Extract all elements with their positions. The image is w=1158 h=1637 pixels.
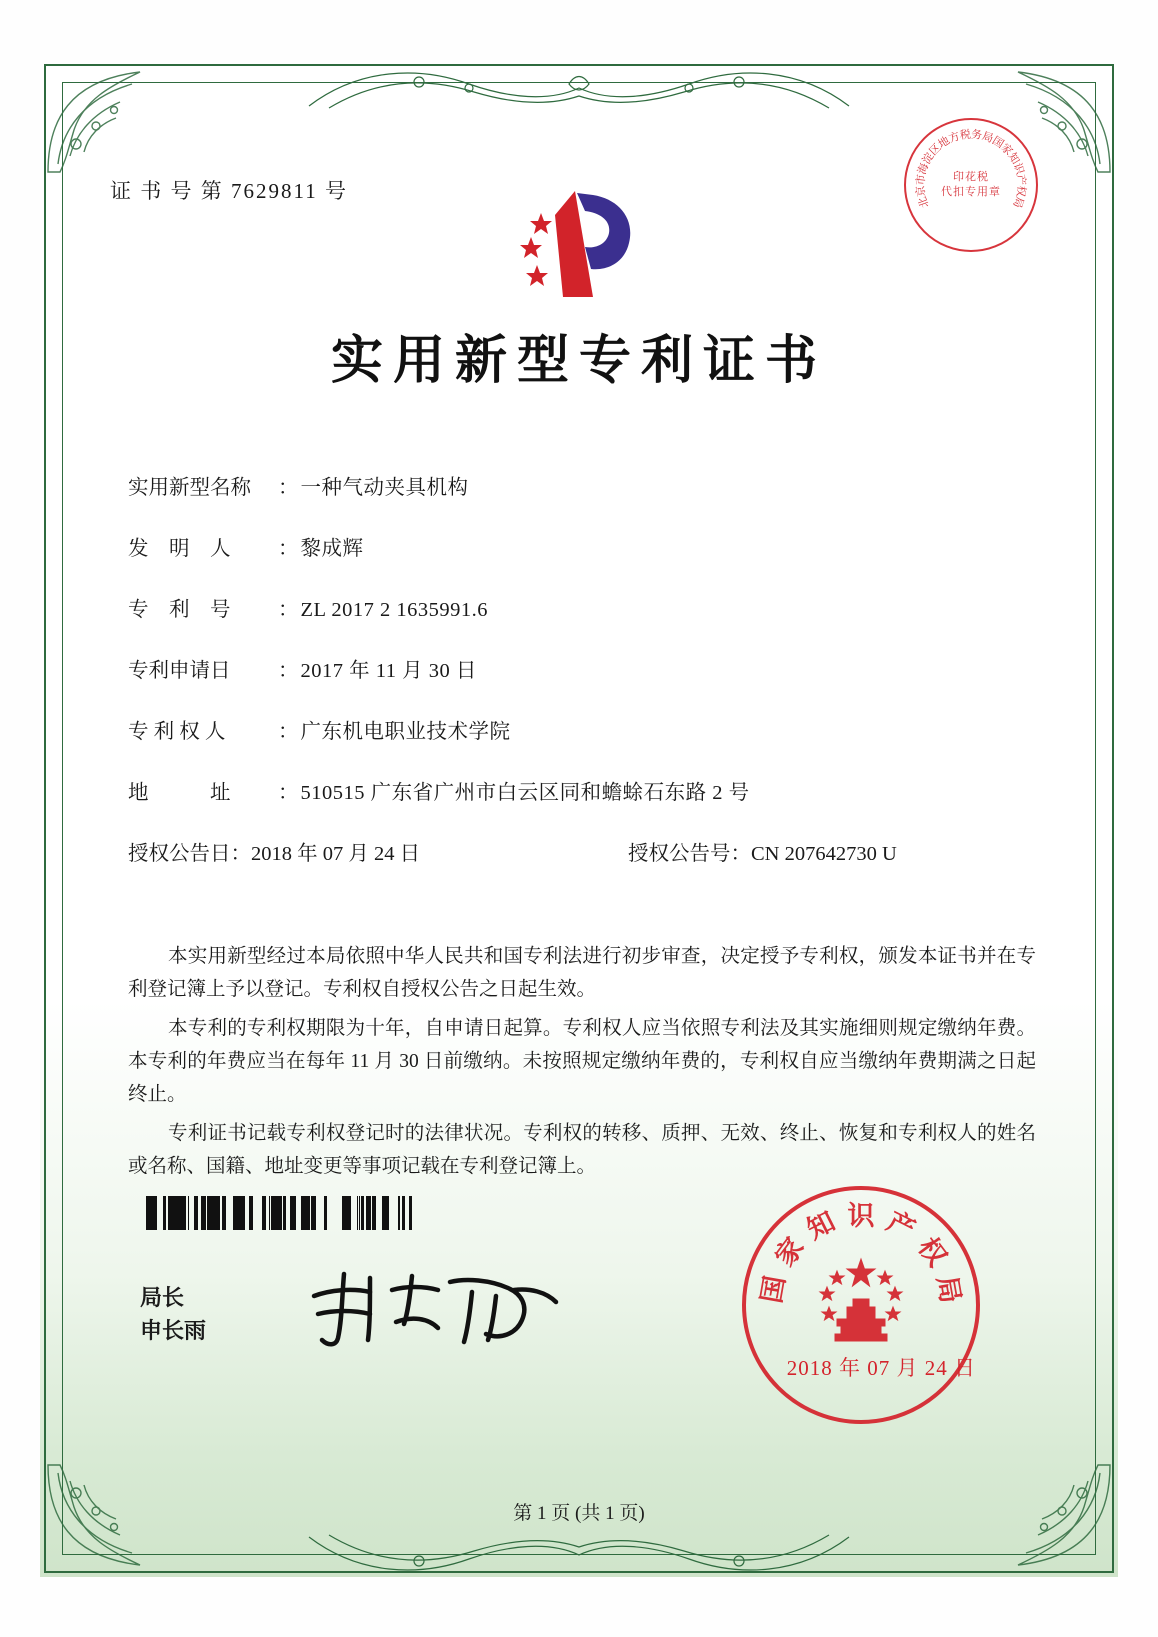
field-colon: ： xyxy=(278,599,299,621)
announcement-date-label: 授权公告日 xyxy=(128,843,231,865)
field-colon: ： xyxy=(278,660,299,682)
field-colon: ： xyxy=(278,477,299,499)
field-row xyxy=(128,653,1038,683)
page-footer: 第 1 页 (共 1 页) xyxy=(513,1503,645,1524)
field-colon: ： xyxy=(278,721,299,743)
announcement-date-colon: ： xyxy=(230,843,251,865)
official-seal xyxy=(742,1186,980,1424)
announcement-date-value: 2018 年 07 月 24 日 xyxy=(251,843,421,865)
seal-ring-char: 税 xyxy=(959,128,972,142)
field-colon: ： xyxy=(278,782,299,804)
field-value: ZL 2017 2 1635991.6 xyxy=(300,599,489,621)
tax-stamp-center-text xyxy=(906,170,1036,200)
paragraph: 本专利的专利权期限为十年，自申请日起算。专利权人应当依照专利法及其实施细则规定缴纳年费。本专利的年费应当在每年 11 月 30 日前缴纳。未按照规定缴纳年费的，专利权自应当缴纳年费期满之日起终止。 xyxy=(128,1018,1036,1105)
announcement-row xyxy=(128,836,1038,866)
patent-logo-icon xyxy=(489,185,669,305)
field-label: 专利申请日 xyxy=(128,660,231,682)
field-row xyxy=(128,592,1038,622)
seal-ring-char: 识 xyxy=(1010,161,1026,177)
field-label: 实用新型名称 xyxy=(128,477,251,499)
seal-ring-char: 淀 xyxy=(920,150,937,167)
seal-ring-char: 海 xyxy=(916,161,932,177)
seal-ring-char: 识 xyxy=(847,1201,875,1232)
national-emblem-icon xyxy=(801,1245,921,1365)
seal-ring-char: 方 xyxy=(947,130,962,146)
paragraph: 专利证书记载专利权登记时的法律状况。专利权的转移、质押、无效、终止、恢复和专利权人的姓名或名称、国籍、地址变更等事项记载在专利登记簿上。 xyxy=(128,1123,1036,1177)
field-value: 2017 年 11 月 30 日 xyxy=(300,660,477,682)
field-label: 专 利 权 人 xyxy=(128,721,226,743)
announcement-number xyxy=(628,836,897,866)
handwritten-signature-icon xyxy=(300,1262,570,1352)
seal-ring-char: 京 xyxy=(914,184,929,198)
tax-stamp-line2: 代扣专用章 xyxy=(941,186,1001,198)
seal-ring-char: 区 xyxy=(927,141,944,158)
signature-name: 申长雨 xyxy=(140,1319,207,1344)
field-label: 地 址 xyxy=(128,782,231,804)
certificate-number: 证 书 号 第 7629811 号 xyxy=(110,179,348,203)
seal-ring-char: 国 xyxy=(989,134,1006,151)
seal-ring-char: 局 xyxy=(980,130,995,146)
seal-ring-char: 产 xyxy=(881,1206,920,1246)
field-value: 一种气动夹具机构 xyxy=(300,477,469,499)
seal-ring-char: 家 xyxy=(998,141,1015,158)
announcement-number-colon: ： xyxy=(730,843,751,865)
field-list xyxy=(128,470,1038,874)
seal-ring-char: 国 xyxy=(756,1273,792,1306)
field-label: 发 明 人 xyxy=(128,538,231,560)
seal-ring-char: 知 xyxy=(802,1206,841,1246)
seal-ring-char: 知 xyxy=(1005,150,1022,167)
seal-ring-char: 家 xyxy=(769,1232,811,1273)
field-value: 510515 广东省广州市白云区同和蟾蜍石东路 2 号 xyxy=(300,782,750,804)
seal-date: 2018 年 07 月 24 日 xyxy=(786,1356,976,1380)
seal-ring-char: 北 xyxy=(916,194,932,210)
field-value: 黎成辉 xyxy=(300,538,364,560)
field-row xyxy=(128,531,1038,561)
field-row xyxy=(128,470,1038,500)
signature-block xyxy=(140,1282,206,1348)
field-row xyxy=(128,714,1038,744)
barcode xyxy=(136,1196,416,1230)
seal-ring-char: 地 xyxy=(936,134,953,151)
barcode-bar xyxy=(412,1196,416,1230)
signature-role: 局长 xyxy=(140,1286,185,1311)
tax-stamp-line1: 印花税 xyxy=(953,171,989,183)
page-title: 实用新型专利证书 xyxy=(330,331,827,391)
field-label: 专 利 号 xyxy=(128,599,231,621)
seal-ring-char: 权 xyxy=(1013,184,1028,198)
announcement-number-value: CN 207642730 U xyxy=(751,843,897,865)
field-value: 广东机电职业技术学院 xyxy=(300,721,511,743)
seal-ring-char: 市 xyxy=(914,173,928,186)
announcement-date xyxy=(128,836,628,866)
seal-ring-char: 局 xyxy=(1010,194,1026,210)
field-colon: ： xyxy=(278,538,299,560)
announcement-number-label: 授权公告号 xyxy=(628,843,731,865)
seal-ring-char: 局 xyxy=(930,1273,966,1306)
tax-stamp-seal xyxy=(904,118,1038,252)
seal-ring-char: 权 xyxy=(911,1232,953,1273)
field-row xyxy=(128,775,1038,805)
paragraph: 本实用新型经过本局依照中华人民共和国专利法进行初步审查，决定授予专利权，颁发本证书并在专利登记簿上予以登记。专利权自授权公告之日起生效。 xyxy=(128,946,1036,1000)
legal-text-block xyxy=(128,940,1036,1189)
seal-ring-char: 务 xyxy=(970,128,983,142)
seal-ring-char: 产 xyxy=(1014,173,1028,186)
